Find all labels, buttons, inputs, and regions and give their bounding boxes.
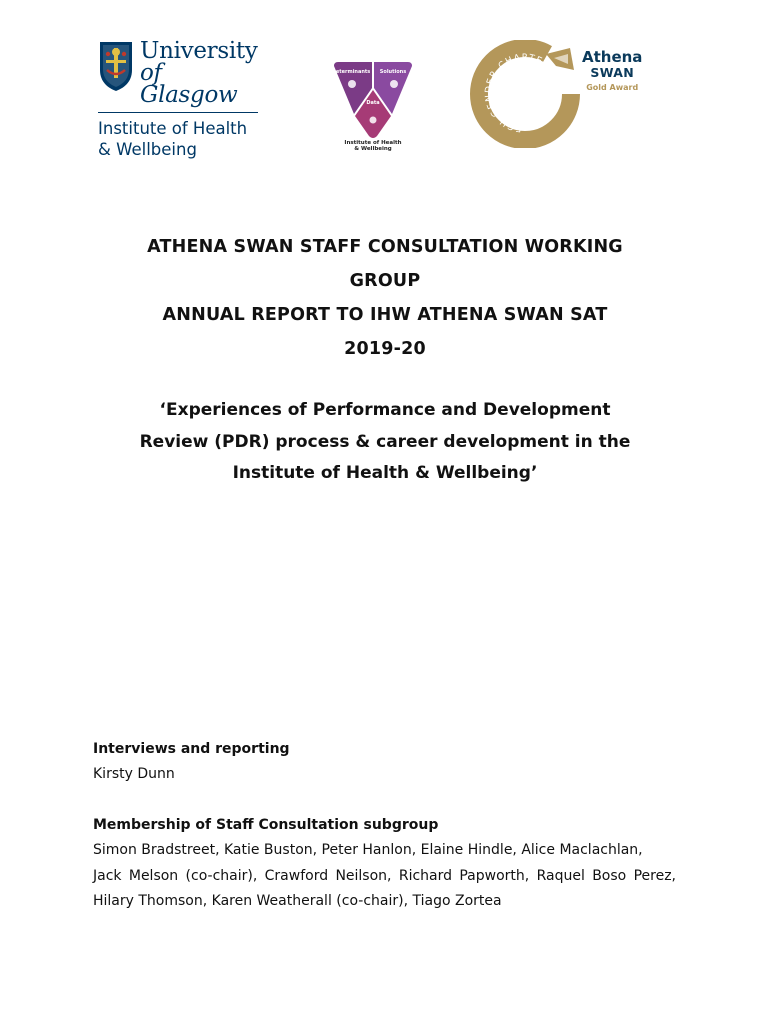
athena-swan-name bbox=[582, 50, 642, 95]
title-line4: 2019-20 bbox=[344, 339, 426, 359]
data-icon bbox=[370, 117, 377, 124]
ihw-label-data: Data bbox=[366, 100, 380, 106]
university-of-glasgow-logo bbox=[98, 40, 263, 160]
title-line1: ATHENA SWAN STAFF CONSULTATION WORKING bbox=[147, 237, 623, 257]
interviews-section bbox=[93, 737, 676, 788]
ihw-caption-line1: Institute of Health bbox=[344, 140, 402, 146]
university-name-line2: of Glasgow bbox=[140, 60, 238, 108]
interviews-heading: Interviews and reporting bbox=[93, 741, 290, 757]
logo-bar bbox=[0, 38, 770, 159]
ihw-label-solutions: Solutions bbox=[379, 69, 407, 75]
university-name bbox=[140, 40, 263, 106]
subtitle-line2: Review (PDR) process & career development in the bbox=[139, 431, 631, 452]
institute-name bbox=[98, 118, 263, 160]
ecu-ring-text: ECU GENDER CHARTER bbox=[484, 52, 552, 134]
university-name-line1: University bbox=[140, 38, 258, 64]
ihw-label-determinants: Determinants bbox=[331, 69, 371, 75]
institute-name-line2: & Wellbeing bbox=[98, 140, 197, 159]
report-subtitle bbox=[80, 395, 690, 490]
university-crest-icon bbox=[98, 40, 134, 92]
membership-heading: Membership of Staff Consultation subgroup bbox=[93, 817, 439, 833]
subtitle-line3: Institute of Health & Wellbeing’ bbox=[232, 463, 538, 483]
ihw-badge-logo bbox=[330, 48, 416, 152]
institute-name-line1: Institute of Health bbox=[98, 119, 248, 138]
athena-swan-name1: Athena bbox=[582, 48, 643, 66]
athena-swan-award: Gold Award bbox=[586, 83, 639, 92]
membership-list-part2: Jack Melson (co-chair), Crawford Neilson, Richard Papworth, Raquel Boso Perez, Hilary Thomson, Karen Weatherall (co-chair), Tiago Zortea bbox=[93, 867, 676, 909]
lightbulb-icon bbox=[390, 80, 398, 88]
athena-swan-name2: SWAN bbox=[590, 65, 634, 80]
subtitle-line1: ‘Experiences of Performance and Development bbox=[159, 400, 611, 420]
title-line3: ANNUAL REPORT TO IHW ATHENA SWAN SAT bbox=[162, 305, 608, 325]
title-line2: GROUP bbox=[349, 271, 421, 291]
report-title bbox=[80, 230, 690, 366]
ihw-caption-line2: & Wellbeing bbox=[354, 146, 392, 152]
interviews-name: Kirsty Dunn bbox=[93, 766, 175, 782]
membership-section bbox=[93, 813, 676, 915]
gear-icon bbox=[348, 80, 356, 88]
logo-divider bbox=[98, 112, 258, 113]
athena-swan-logo bbox=[470, 40, 665, 148]
membership-list-part1: Simon Bradstreet, Katie Buston, Peter Hanlon, Elaine Hindle, Alice Maclachlan, bbox=[93, 842, 643, 858]
ecu-gender-charter-ring-icon bbox=[470, 40, 580, 148]
